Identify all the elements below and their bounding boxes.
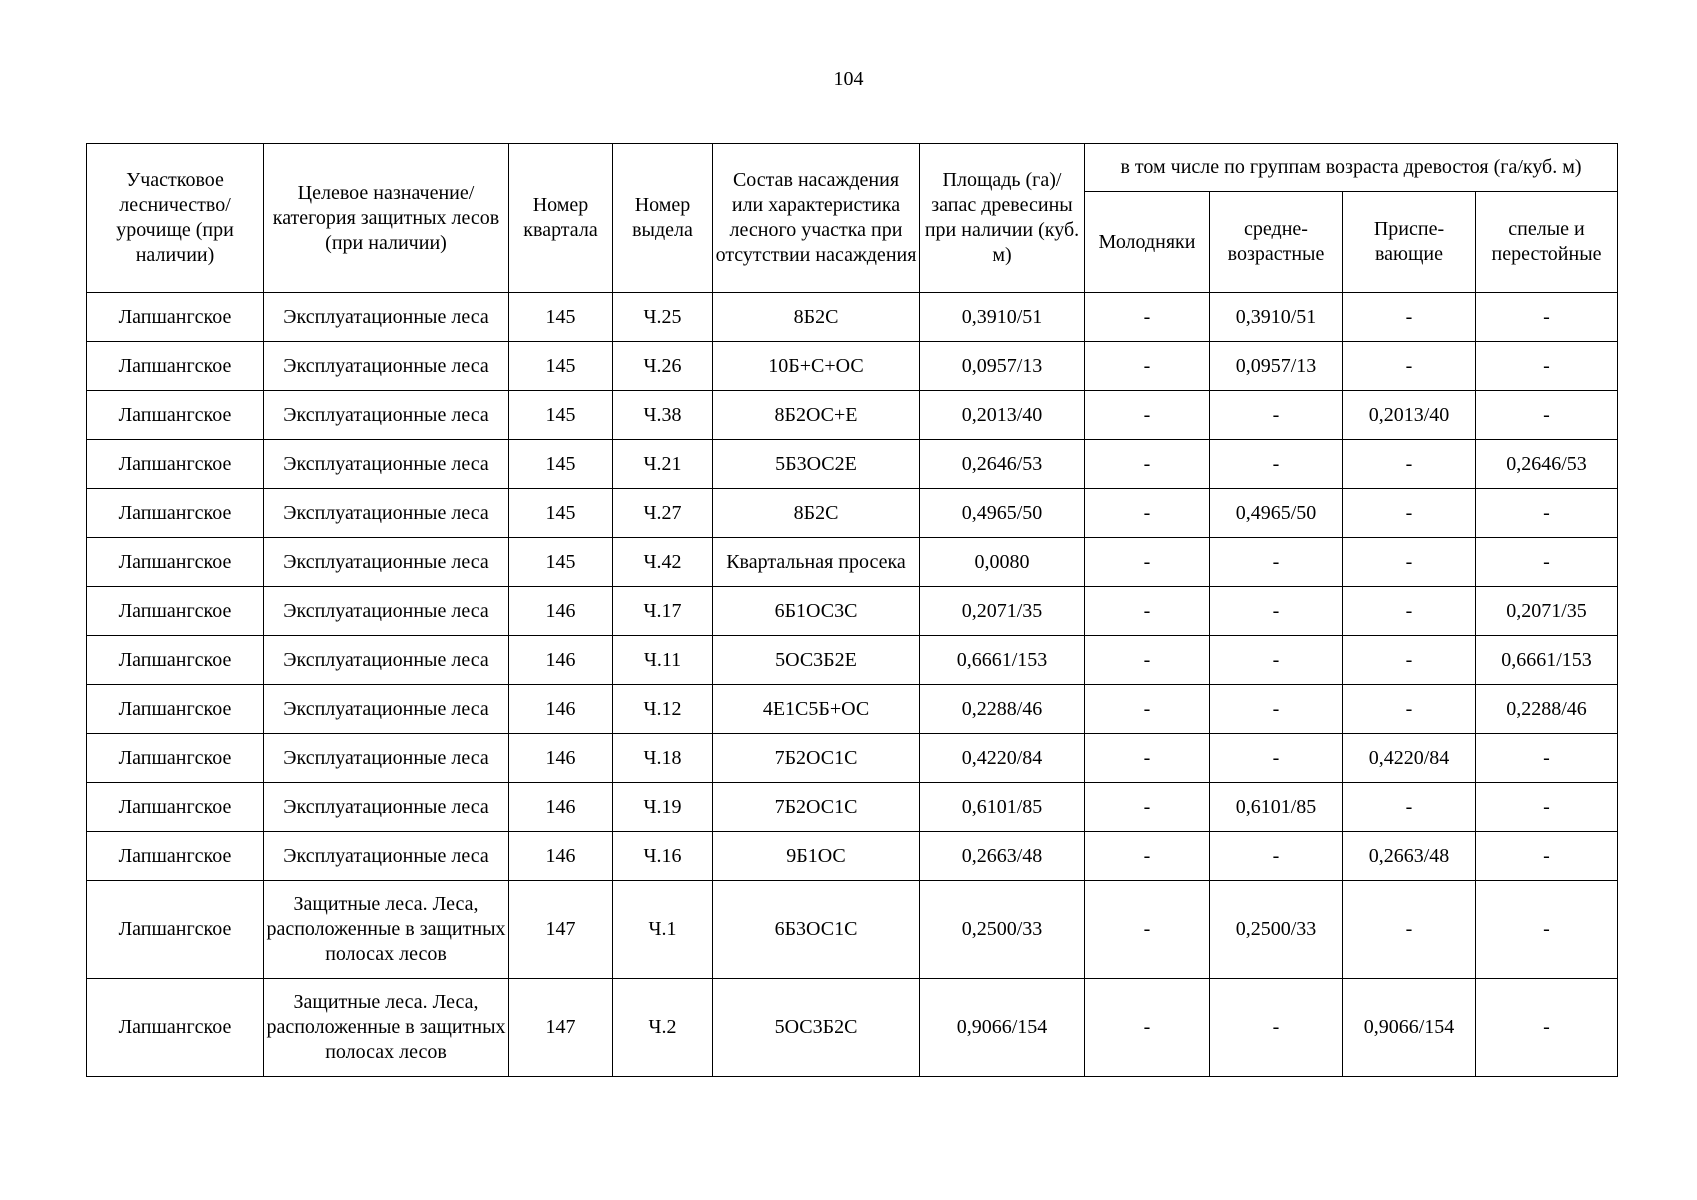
cell-mature: - xyxy=(1476,342,1618,391)
cell-composition: 9Б1ОС xyxy=(713,832,920,881)
cell-young: - xyxy=(1085,783,1210,832)
cell-middle-aged: - xyxy=(1210,391,1343,440)
cell-purpose: Эксплуатационные леса xyxy=(264,440,509,489)
cell-quarter: 146 xyxy=(509,636,613,685)
cell-quarter: 146 xyxy=(509,734,613,783)
cell-plot: Ч.16 xyxy=(613,832,713,881)
cell-purpose: Эксплуатационные леса xyxy=(264,783,509,832)
cell-area: 0,4965/50 xyxy=(920,489,1085,538)
cell-young: - xyxy=(1085,881,1210,979)
cell-plot: Ч.19 xyxy=(613,783,713,832)
cell-composition: 6Б3ОС1С xyxy=(713,881,920,979)
header-age-groups: в том числе по группам возраста древостоя (га/куб. м) xyxy=(1085,144,1618,192)
cell-composition: 10Б+С+ОС xyxy=(713,342,920,391)
table-row xyxy=(87,832,1618,881)
header-mature: спелые и перестойные xyxy=(1476,192,1618,293)
cell-maturing: - xyxy=(1343,636,1476,685)
cell-area: 0,0957/13 xyxy=(920,342,1085,391)
cell-maturing: - xyxy=(1343,489,1476,538)
cell-purpose: Эксплуатационные леса xyxy=(264,734,509,783)
forest-plots-table xyxy=(86,143,1618,1077)
header-purpose: Целевое назначение/ категория защитных лесов (при наличии) xyxy=(264,144,509,293)
cell-maturing: 0,9066/154 xyxy=(1343,979,1476,1077)
cell-purpose: Эксплуатационные леса xyxy=(264,832,509,881)
cell-quarter: 145 xyxy=(509,391,613,440)
cell-forestry: Лапшангское xyxy=(87,636,264,685)
cell-mature: - xyxy=(1476,489,1618,538)
cell-quarter: 146 xyxy=(509,587,613,636)
cell-middle-aged: - xyxy=(1210,538,1343,587)
cell-young: - xyxy=(1085,342,1210,391)
table-row xyxy=(87,538,1618,587)
cell-young: - xyxy=(1085,391,1210,440)
cell-maturing: - xyxy=(1343,293,1476,342)
cell-maturing: - xyxy=(1343,685,1476,734)
cell-maturing: 0,4220/84 xyxy=(1343,734,1476,783)
cell-quarter: 147 xyxy=(509,979,613,1077)
header-young: Молодняки xyxy=(1085,192,1210,293)
cell-middle-aged: 0,3910/51 xyxy=(1210,293,1343,342)
cell-young: - xyxy=(1085,832,1210,881)
header-maturing: Приспе-вающие xyxy=(1343,192,1476,293)
cell-forestry: Лапшангское xyxy=(87,391,264,440)
cell-forestry: Лапшангское xyxy=(87,685,264,734)
table-row xyxy=(87,440,1618,489)
cell-area: 0,2013/40 xyxy=(920,391,1085,440)
header-quarter-number: Номер квартала xyxy=(509,144,613,293)
cell-maturing: - xyxy=(1343,440,1476,489)
cell-composition: 8Б2ОС+Е xyxy=(713,391,920,440)
cell-middle-aged: - xyxy=(1210,636,1343,685)
table-row xyxy=(87,734,1618,783)
cell-area: 0,2071/35 xyxy=(920,587,1085,636)
cell-mature: - xyxy=(1476,832,1618,881)
cell-composition: 5Б3ОС2Е xyxy=(713,440,920,489)
cell-composition: 5ОС3Б2Е xyxy=(713,636,920,685)
cell-mature: - xyxy=(1476,391,1618,440)
cell-plot: Ч.12 xyxy=(613,685,713,734)
cell-mature: 0,2288/46 xyxy=(1476,685,1618,734)
cell-purpose: Эксплуатационные леса xyxy=(264,538,509,587)
cell-area: 0,2646/53 xyxy=(920,440,1085,489)
table-row xyxy=(87,391,1618,440)
cell-quarter: 145 xyxy=(509,342,613,391)
cell-plot: Ч.18 xyxy=(613,734,713,783)
cell-young: - xyxy=(1085,440,1210,489)
cell-composition: 7Б2ОС1С xyxy=(713,734,920,783)
cell-middle-aged: - xyxy=(1210,832,1343,881)
cell-area: 0,0080 xyxy=(920,538,1085,587)
page-number: 104 xyxy=(833,68,864,90)
cell-quarter: 145 xyxy=(509,440,613,489)
cell-mature: 0,2071/35 xyxy=(1476,587,1618,636)
cell-forestry: Лапшангское xyxy=(87,538,264,587)
cell-quarter: 146 xyxy=(509,685,613,734)
table-row xyxy=(87,489,1618,538)
cell-maturing: 0,2663/48 xyxy=(1343,832,1476,881)
cell-area: 0,2663/48 xyxy=(920,832,1085,881)
cell-forestry: Лапшангское xyxy=(87,342,264,391)
cell-purpose: Эксплуатационные леса xyxy=(264,489,509,538)
table-row xyxy=(87,783,1618,832)
table-row xyxy=(87,881,1618,979)
cell-plot: Ч.26 xyxy=(613,342,713,391)
cell-maturing: 0,2013/40 xyxy=(1343,391,1476,440)
cell-mature: - xyxy=(1476,293,1618,342)
cell-quarter: 146 xyxy=(509,832,613,881)
cell-forestry: Лапшангское xyxy=(87,832,264,881)
cell-plot: Ч.11 xyxy=(613,636,713,685)
cell-quarter: 145 xyxy=(509,293,613,342)
cell-young: - xyxy=(1085,734,1210,783)
cell-quarter: 146 xyxy=(509,783,613,832)
cell-quarter: 147 xyxy=(509,881,613,979)
cell-young: - xyxy=(1085,979,1210,1077)
cell-middle-aged: - xyxy=(1210,440,1343,489)
cell-middle-aged: - xyxy=(1210,979,1343,1077)
cell-purpose: Эксплуатационные леса xyxy=(264,293,509,342)
cell-area: 0,3910/51 xyxy=(920,293,1085,342)
cell-maturing: - xyxy=(1343,342,1476,391)
table-body xyxy=(87,293,1618,1077)
cell-quarter: 145 xyxy=(509,538,613,587)
table-row xyxy=(87,636,1618,685)
cell-composition: Квартальная просека xyxy=(713,538,920,587)
cell-area: 0,6101/85 xyxy=(920,783,1085,832)
cell-forestry: Лапшангское xyxy=(87,489,264,538)
cell-mature: - xyxy=(1476,538,1618,587)
cell-composition: 8Б2С xyxy=(713,293,920,342)
table-row xyxy=(87,587,1618,636)
cell-middle-aged: 0,2500/33 xyxy=(1210,881,1343,979)
cell-composition: 4Е1С5Б+ОС xyxy=(713,685,920,734)
cell-plot: Ч.42 xyxy=(613,538,713,587)
cell-young: - xyxy=(1085,538,1210,587)
cell-forestry: Лапшангское xyxy=(87,293,264,342)
cell-plot: Ч.1 xyxy=(613,881,713,979)
cell-mature: 0,6661/153 xyxy=(1476,636,1618,685)
cell-young: - xyxy=(1085,685,1210,734)
cell-plot: Ч.25 xyxy=(613,293,713,342)
cell-composition: 7Б2ОС1С xyxy=(713,783,920,832)
header-plot-number: Номер выдела xyxy=(613,144,713,293)
header-forestry: Участковое лесничество/ урочище (при наличии) xyxy=(87,144,264,293)
cell-purpose: Защитные леса. Леса, расположенные в защитных полосах лесов xyxy=(264,979,509,1077)
cell-maturing: - xyxy=(1343,538,1476,587)
table-row xyxy=(87,685,1618,734)
cell-plot: Ч.17 xyxy=(613,587,713,636)
header-area: Площадь (га)/ запас древесины при наличии (куб. м) xyxy=(920,144,1085,293)
cell-forestry: Лапшангское xyxy=(87,734,264,783)
cell-forestry: Лапшангское xyxy=(87,881,264,979)
cell-mature: - xyxy=(1476,783,1618,832)
cell-purpose: Эксплуатационные леса xyxy=(264,636,509,685)
cell-forestry: Лапшангское xyxy=(87,587,264,636)
cell-plot: Ч.21 xyxy=(613,440,713,489)
header-middle-aged: средне-возрастные xyxy=(1210,192,1343,293)
cell-forestry: Лапшангское xyxy=(87,440,264,489)
cell-purpose: Эксплуатационные леса xyxy=(264,342,509,391)
cell-middle-aged: 0,6101/85 xyxy=(1210,783,1343,832)
cell-middle-aged: - xyxy=(1210,685,1343,734)
cell-maturing: - xyxy=(1343,783,1476,832)
cell-quarter: 145 xyxy=(509,489,613,538)
table-row xyxy=(87,293,1618,342)
cell-purpose: Эксплуатационные леса xyxy=(264,391,509,440)
cell-area: 0,2500/33 xyxy=(920,881,1085,979)
cell-middle-aged: - xyxy=(1210,734,1343,783)
cell-plot: Ч.2 xyxy=(613,979,713,1077)
cell-forestry: Лапшангское xyxy=(87,979,264,1077)
cell-purpose: Эксплуатационные леса xyxy=(264,685,509,734)
cell-mature: - xyxy=(1476,881,1618,979)
cell-area: 0,6661/153 xyxy=(920,636,1085,685)
cell-purpose: Защитные леса. Леса, расположенные в защитных полосах лесов xyxy=(264,881,509,979)
cell-composition: 8Б2С xyxy=(713,489,920,538)
header-composition: Состав насаждения или характеристика лесного участка при отсутствии насаждения xyxy=(713,144,920,293)
cell-young: - xyxy=(1085,489,1210,538)
cell-forestry: Лапшангское xyxy=(87,783,264,832)
cell-young: - xyxy=(1085,587,1210,636)
cell-mature: - xyxy=(1476,979,1618,1077)
table-row xyxy=(87,979,1618,1077)
cell-maturing: - xyxy=(1343,587,1476,636)
cell-mature: - xyxy=(1476,734,1618,783)
cell-young: - xyxy=(1085,636,1210,685)
cell-composition: 6Б1ОС3С xyxy=(713,587,920,636)
cell-maturing: - xyxy=(1343,881,1476,979)
cell-middle-aged: 0,4965/50 xyxy=(1210,489,1343,538)
table-row xyxy=(87,342,1618,391)
cell-young: - xyxy=(1085,293,1210,342)
cell-middle-aged: 0,0957/13 xyxy=(1210,342,1343,391)
cell-mature: 0,2646/53 xyxy=(1476,440,1618,489)
cell-composition: 5ОС3Б2С xyxy=(713,979,920,1077)
cell-area: 0,4220/84 xyxy=(920,734,1085,783)
cell-area: 0,9066/154 xyxy=(920,979,1085,1077)
cell-purpose: Эксплуатационные леса xyxy=(264,587,509,636)
cell-plot: Ч.27 xyxy=(613,489,713,538)
cell-middle-aged: - xyxy=(1210,587,1343,636)
cell-area: 0,2288/46 xyxy=(920,685,1085,734)
cell-plot: Ч.38 xyxy=(613,391,713,440)
